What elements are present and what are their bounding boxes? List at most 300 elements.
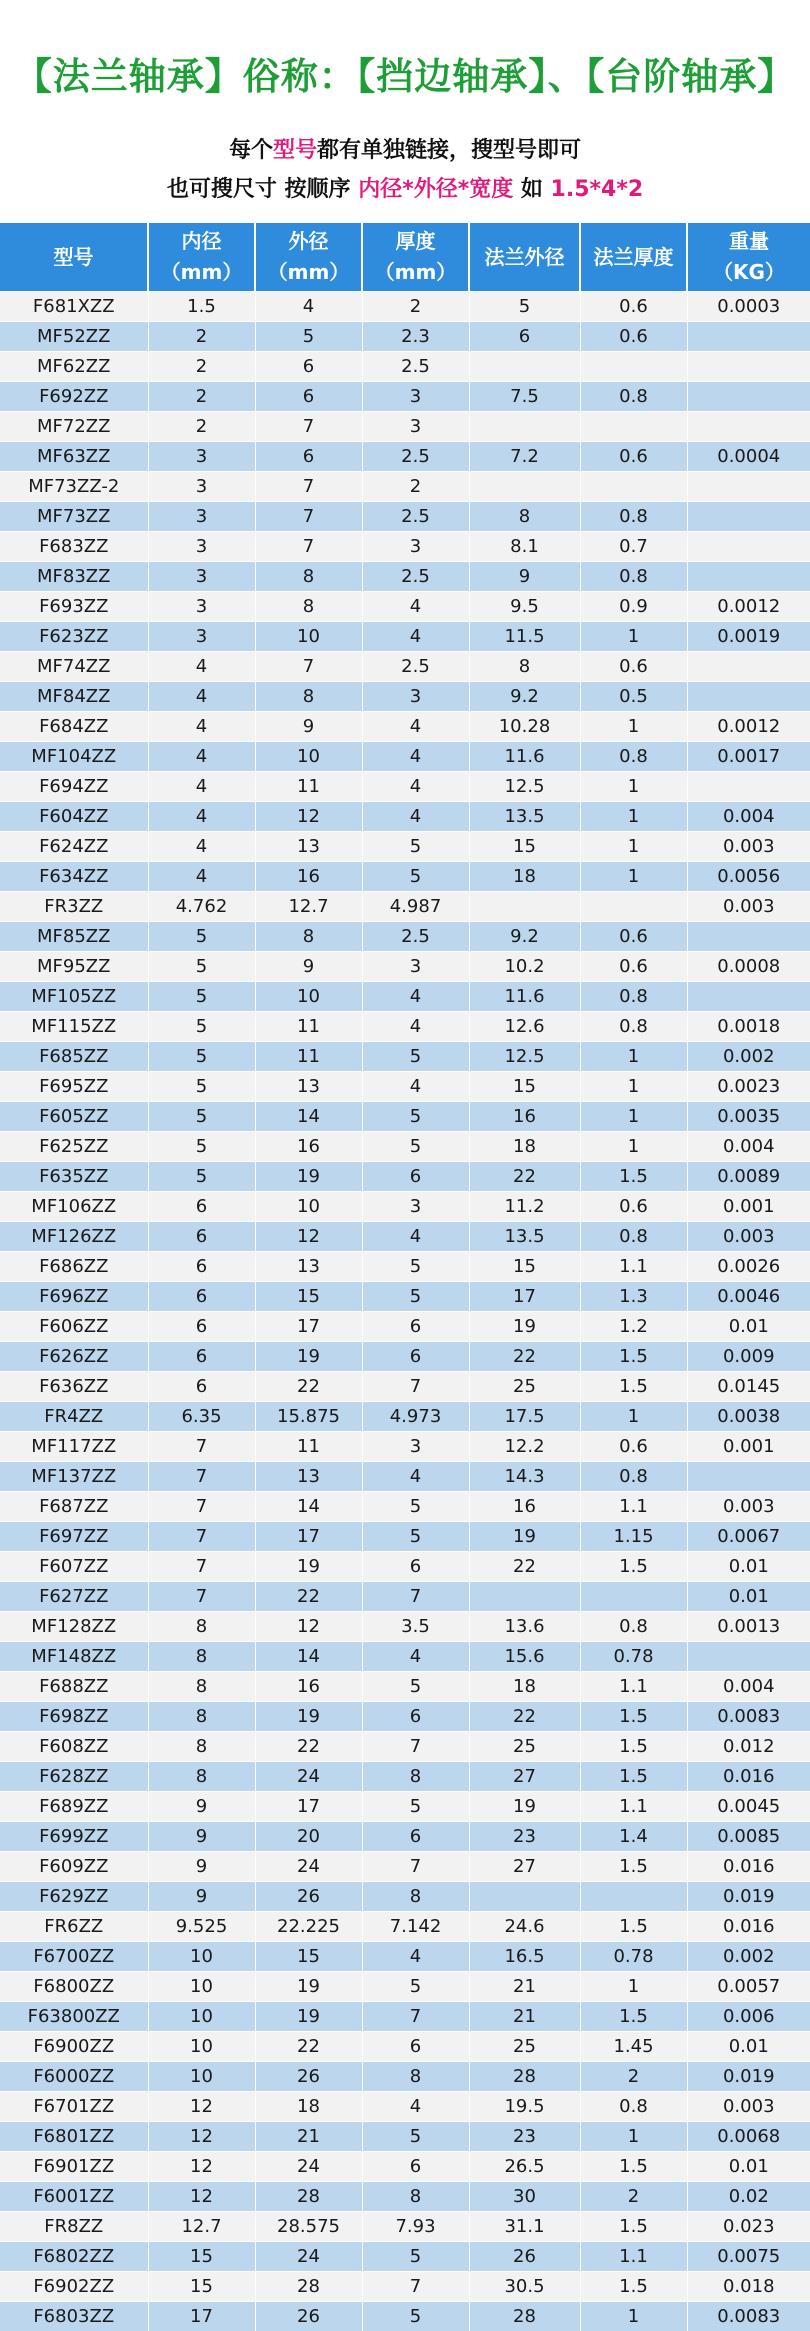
cell-weight: 0.0026 [687,1252,810,1282]
cell-model: MF83ZZ [0,562,148,592]
cell-model: FR8ZZ [0,2212,148,2242]
cell-flange-thickness: 0.6 [580,322,687,352]
cell-outer-diameter: 26 [255,1882,362,1912]
cell-weight [687,922,810,952]
cell-flange-od: 17.5 [469,1402,580,1432]
cell-thickness: 2.5 [362,442,469,472]
cell-weight [687,982,810,1012]
cell-flange-thickness: 1.5 [580,1552,687,1582]
cell-model: F6700ZZ [0,1942,148,1972]
table-row [0,1282,810,1312]
cell-flange-thickness: 0.8 [580,502,687,532]
cell-model: F6803ZZ [0,2302,148,2331]
cell-inner-diameter: 9 [148,1852,255,1882]
cell-outer-diameter: 19 [255,1162,362,1192]
cell-inner-diameter: 8 [148,1672,255,1702]
table-row [0,1012,810,1042]
hint-highlight-example: 1.5*4*2 [551,177,644,202]
cell-outer-diameter: 15.875 [255,1402,362,1432]
cell-flange-od: 30 [469,2182,580,2212]
cell-flange-thickness [580,412,687,442]
cell-weight: 0.0046 [687,1282,810,1312]
cell-outer-diameter: 24 [255,1762,362,1792]
cell-outer-diameter: 22.225 [255,1912,362,1942]
cell-flange-thickness: 1.1 [580,1252,687,1282]
cell-flange-thickness: 0.6 [580,1192,687,1222]
cell-flange-od: 15.6 [469,1642,580,1672]
cell-inner-diameter: 4 [148,802,255,832]
table-row [0,1492,810,1522]
cell-inner-diameter: 3 [148,502,255,532]
cell-flange-od: 7.5 [469,382,580,412]
cell-inner-diameter: 12 [148,2182,255,2212]
table-row [0,1042,810,1072]
cell-weight [687,772,810,802]
table-row [0,1912,810,1942]
cell-flange-thickness: 0.6 [580,952,687,982]
table-row [0,1822,810,1852]
column-header-unit: （mm） [149,257,254,288]
cell-flange-od: 11.2 [469,1192,580,1222]
cell-flange-od: 9.5 [469,592,580,622]
cell-inner-diameter: 7 [148,1582,255,1612]
cell-thickness: 4 [362,1942,469,1972]
cell-inner-diameter: 8 [148,1762,255,1792]
cell-flange-od: 18 [469,862,580,892]
cell-inner-diameter: 8 [148,1612,255,1642]
cell-inner-diameter: 9 [148,1822,255,1852]
cell-inner-diameter: 6 [148,1312,255,1342]
cell-flange-od: 25 [469,2032,580,2062]
cell-outer-diameter: 16 [255,862,362,892]
column-header [362,223,469,292]
column-header-unit: （mm） [256,257,361,288]
cell-flange-od: 21 [469,2002,580,2032]
cell-model: MF84ZZ [0,682,148,712]
table-row [0,712,810,742]
cell-flange-od: 28 [469,2062,580,2092]
search-hint-line-2 [0,172,810,203]
cell-flange-od: 18 [469,1672,580,1702]
cell-flange-od: 25 [469,1372,580,1402]
cell-thickness: 6 [362,1822,469,1852]
cell-thickness: 5 [362,1792,469,1822]
cell-weight: 0.0038 [687,1402,810,1432]
cell-inner-diameter: 3 [148,442,255,472]
cell-thickness: 3 [362,412,469,442]
cell-thickness: 7 [362,2272,469,2302]
cell-outer-diameter: 22 [255,2032,362,2062]
cell-outer-diameter: 10 [255,982,362,1012]
cell-inner-diameter: 5 [148,982,255,1012]
cell-inner-diameter: 10 [148,2002,255,2032]
table-row [0,562,810,592]
cell-outer-diameter: 8 [255,682,362,712]
cell-flange-od: 15 [469,1252,580,1282]
cell-thickness: 6 [362,1162,469,1192]
cell-flange-thickness: 1.1 [580,1792,687,1822]
cell-model: F624ZZ [0,832,148,862]
cell-flange-thickness: 1 [580,802,687,832]
cell-flange-thickness: 2 [580,2062,687,2092]
cell-weight: 0.0018 [687,1012,810,1042]
cell-model: FR3ZZ [0,892,148,922]
cell-thickness: 4 [362,1012,469,1042]
cell-model: F629ZZ [0,1882,148,1912]
table-row [0,1102,810,1132]
cell-thickness: 4 [362,802,469,832]
cell-flange-od: 8.1 [469,532,580,562]
table-row [0,862,810,892]
column-header [580,223,687,292]
cell-weight: 0.009 [687,1342,810,1372]
table-row [0,322,810,352]
cell-flange-od: 12.5 [469,772,580,802]
cell-model: F6001ZZ [0,2182,148,2212]
table-row [0,502,810,532]
cell-outer-diameter: 15 [255,1942,362,1972]
cell-thickness: 4 [362,1462,469,1492]
cell-weight: 0.0004 [687,442,810,472]
cell-model: MF128ZZ [0,1612,148,1642]
cell-outer-diameter: 7 [255,472,362,502]
cell-inner-diameter: 4 [148,832,255,862]
cell-thickness: 7 [362,1582,469,1612]
cell-thickness: 2.3 [362,322,469,352]
cell-inner-diameter: 6 [148,1252,255,1282]
column-header-label: 重量 [688,226,810,257]
cell-inner-diameter: 12 [148,2122,255,2152]
cell-outer-diameter: 15 [255,1282,362,1312]
cell-flange-thickness: 1.5 [580,2212,687,2242]
cell-flange-thickness: 0.8 [580,1612,687,1642]
cell-flange-thickness: 1.3 [580,1282,687,1312]
cell-inner-diameter: 8 [148,1642,255,1672]
cell-weight [687,1462,810,1492]
cell-flange-thickness: 1.2 [580,1312,687,1342]
table-row [0,382,810,412]
cell-flange-od: 22 [469,1702,580,1732]
table-row [0,472,810,502]
cell-inner-diameter: 6 [148,1222,255,1252]
cell-inner-diameter: 3 [148,592,255,622]
cell-outer-diameter: 24 [255,2152,362,2182]
cell-inner-diameter: 7 [148,1462,255,1492]
cell-weight: 0.0045 [687,1792,810,1822]
cell-flange-thickness: 1.15 [580,1522,687,1552]
cell-inner-diameter: 3 [148,472,255,502]
table-row [0,412,810,442]
cell-flange-od: 12.6 [469,1012,580,1042]
cell-outer-diameter: 7 [255,652,362,682]
hint-text: 每个 [229,138,273,163]
table-row [0,922,810,952]
column-header-label: 型号 [0,242,147,273]
cell-outer-diameter: 24 [255,2242,362,2272]
cell-outer-diameter: 4 [255,292,362,322]
cell-flange-thickness: 0.78 [580,1642,687,1672]
cell-inner-diameter: 6.35 [148,1402,255,1432]
cell-flange-thickness: 0.8 [580,562,687,592]
cell-model: F687ZZ [0,1492,148,1522]
cell-flange-od: 9 [469,562,580,592]
cell-inner-diameter: 5 [148,1012,255,1042]
cell-flange-od: 8 [469,502,580,532]
cell-flange-thickness: 0.7 [580,532,687,562]
cell-flange-od: 12.5 [469,1042,580,1072]
cell-outer-diameter: 14 [255,1642,362,1672]
cell-flange-thickness: 1 [580,2302,687,2331]
cell-thickness: 3.5 [362,1612,469,1642]
cell-thickness: 5 [362,1282,469,1312]
table-row [0,1522,810,1552]
cell-thickness: 4 [362,1072,469,1102]
cell-thickness: 3 [362,1432,469,1462]
table-row [0,1372,810,1402]
cell-model: F6800ZZ [0,1972,148,2002]
cell-thickness: 6 [362,1552,469,1582]
table-row [0,1402,810,1432]
cell-model: F697ZZ [0,1522,148,1552]
cell-weight: 0.01 [687,1312,810,1342]
cell-outer-diameter: 22 [255,1372,362,1402]
cell-inner-diameter: 3 [148,622,255,652]
cell-weight: 0.0012 [687,592,810,622]
cell-outer-diameter: 11 [255,1012,362,1042]
cell-flange-od: 22 [469,1342,580,1372]
cell-model: MF63ZZ [0,442,148,472]
cell-model: F6901ZZ [0,2152,148,2182]
cell-inner-diameter: 3 [148,562,255,592]
cell-flange-thickness: 2 [580,2182,687,2212]
cell-model: F693ZZ [0,592,148,622]
cell-model: F6802ZZ [0,2242,148,2272]
cell-model: F627ZZ [0,1582,148,1612]
table-row [0,1882,810,1912]
cell-model: MF106ZZ [0,1192,148,1222]
cell-inner-diameter: 6 [148,1372,255,1402]
cell-weight: 0.0012 [687,712,810,742]
cell-flange-thickness: 1 [580,1042,687,1072]
cell-flange-thickness [580,352,687,382]
cell-weight [687,562,810,592]
cell-outer-diameter: 13 [255,1462,362,1492]
cell-flange-thickness: 1 [580,862,687,892]
cell-flange-thickness: 1.1 [580,2242,687,2272]
cell-weight: 0.001 [687,1192,810,1222]
cell-model: MF148ZZ [0,1642,148,1672]
cell-flange-thickness [580,1882,687,1912]
cell-model: F6801ZZ [0,2122,148,2152]
cell-model: F699ZZ [0,1822,148,1852]
cell-flange-od: 6 [469,322,580,352]
cell-outer-diameter: 17 [255,1792,362,1822]
cell-weight: 0.003 [687,832,810,862]
search-hint-line-1 [0,133,810,164]
cell-thickness: 7 [362,1372,469,1402]
cell-outer-diameter: 20 [255,1822,362,1852]
cell-flange-thickness: 1.5 [580,1372,687,1402]
cell-flange-thickness: 0.78 [580,1942,687,1972]
cell-thickness: 4 [362,742,469,772]
cell-weight: 0.01 [687,1582,810,1612]
cell-outer-diameter: 7 [255,532,362,562]
cell-flange-od: 11.6 [469,742,580,772]
cell-flange-thickness: 1.5 [580,2272,687,2302]
cell-thickness: 5 [362,1042,469,1072]
cell-weight: 0.0056 [687,862,810,892]
cell-flange-thickness: 1 [580,832,687,862]
cell-model: FR6ZZ [0,1912,148,1942]
cell-model: F6701ZZ [0,2092,148,2122]
cell-outer-diameter: 6 [255,352,362,382]
cell-thickness: 2.5 [362,562,469,592]
cell-flange-od: 19.5 [469,2092,580,2122]
cell-weight [687,382,810,412]
cell-inner-diameter: 9 [148,1882,255,1912]
table-row [0,1192,810,1222]
cell-weight: 0.0083 [687,2302,810,2331]
cell-flange-thickness: 0.5 [580,682,687,712]
cell-flange-od: 13.5 [469,802,580,832]
cell-inner-diameter: 4 [148,862,255,892]
cell-weight: 0.0083 [687,1702,810,1732]
cell-model: F686ZZ [0,1252,148,1282]
table-row [0,1222,810,1252]
cell-outer-diameter: 6 [255,382,362,412]
cell-flange-thickness: 0.6 [580,442,687,472]
table-row [0,772,810,802]
cell-outer-diameter: 8 [255,922,362,952]
cell-model: F694ZZ [0,772,148,802]
table-row [0,1072,810,1102]
cell-weight [687,472,810,502]
cell-model: F692ZZ [0,382,148,412]
cell-outer-diameter: 9 [255,712,362,742]
cell-outer-diameter: 21 [255,2122,362,2152]
cell-weight: 0.0075 [687,2242,810,2272]
cell-model: F607ZZ [0,1552,148,1582]
cell-flange-thickness: 1.5 [580,1852,687,1882]
cell-flange-thickness: 1.5 [580,2002,687,2032]
cell-model: F623ZZ [0,622,148,652]
cell-inner-diameter: 12 [148,2092,255,2122]
cell-flange-thickness: 1.5 [580,1162,687,1192]
cell-weight: 0.001 [687,1432,810,1462]
cell-weight: 0.002 [687,1942,810,1972]
cell-inner-diameter: 3 [148,532,255,562]
cell-inner-diameter: 12.7 [148,2212,255,2242]
cell-flange-thickness: 0.8 [580,1222,687,1252]
table-row [0,832,810,862]
cell-weight: 0.0023 [687,1072,810,1102]
cell-outer-diameter: 22 [255,1582,362,1612]
cell-outer-diameter: 19 [255,1552,362,1582]
cell-flange-thickness: 0.8 [580,742,687,772]
cell-inner-diameter: 5 [148,1072,255,1102]
cell-thickness: 6 [362,1702,469,1732]
cell-flange-od [469,892,580,922]
cell-thickness: 5 [362,1102,469,1132]
cell-inner-diameter: 4 [148,682,255,712]
cell-inner-diameter: 5 [148,1042,255,1072]
cell-thickness: 4 [362,982,469,1012]
cell-flange-od: 16 [469,1102,580,1132]
cell-model: F6000ZZ [0,2062,148,2092]
cell-outer-diameter: 14 [255,1102,362,1132]
cell-inner-diameter: 10 [148,1972,255,2002]
cell-inner-diameter: 2 [148,322,255,352]
cell-outer-diameter: 22 [255,1732,362,1762]
table-row [0,1852,810,1882]
cell-flange-od: 25 [469,1732,580,1762]
cell-outer-diameter: 17 [255,1522,362,1552]
cell-inner-diameter: 5 [148,1102,255,1132]
cell-weight [687,322,810,352]
cell-weight: 0.003 [687,1492,810,1522]
cell-flange-thickness: 1 [580,1972,687,2002]
cell-weight: 0.018 [687,2272,810,2302]
table-row [0,1942,810,1972]
cell-thickness: 5 [362,1252,469,1282]
table-row [0,1432,810,1462]
table-row [0,1612,810,1642]
table-row [0,1162,810,1192]
cell-thickness: 6 [362,2152,469,2182]
cell-weight: 0.01 [687,2152,810,2182]
cell-inner-diameter: 4 [148,652,255,682]
cell-thickness: 5 [362,1492,469,1522]
cell-flange-od: 19 [469,1522,580,1552]
cell-outer-diameter: 12 [255,1612,362,1642]
cell-weight: 0.0003 [687,292,810,322]
cell-thickness: 2.5 [362,652,469,682]
cell-weight: 0.02 [687,2182,810,2212]
cell-thickness: 4.987 [362,892,469,922]
cell-outer-diameter: 26 [255,2302,362,2331]
cell-flange-thickness: 0.6 [580,922,687,952]
cell-inner-diameter: 7 [148,1492,255,1522]
cell-model: MF74ZZ [0,652,148,682]
cell-thickness: 4 [362,2092,469,2122]
cell-model: F625ZZ [0,1132,148,1162]
cell-weight: 0.01 [687,1552,810,1582]
cell-model: F6900ZZ [0,2032,148,2062]
cell-model: F63800ZZ [0,2002,148,2032]
cell-outer-diameter: 11 [255,1042,362,1072]
column-header-label: 法兰厚度 [581,242,686,273]
cell-flange-thickness: 0.8 [580,1462,687,1492]
cell-inner-diameter: 1.5 [148,292,255,322]
cell-thickness: 4 [362,1642,469,1672]
cell-thickness: 6 [362,1342,469,1372]
cell-flange-thickness: 0.8 [580,1012,687,1042]
cell-outer-diameter: 26 [255,2062,362,2092]
table-row [0,1132,810,1162]
cell-flange-od: 22 [469,1162,580,1192]
column-header [469,223,580,292]
cell-flange-od: 10.2 [469,952,580,982]
cell-outer-diameter: 19 [255,1972,362,2002]
table-row [0,652,810,682]
cell-weight: 0.004 [687,1132,810,1162]
cell-inner-diameter: 7 [148,1522,255,1552]
cell-weight [687,412,810,442]
column-header-label: 内径 [149,226,254,257]
bearing-spec-table [0,223,810,2331]
cell-flange-thickness: 1.45 [580,2032,687,2062]
cell-weight: 0.019 [687,1882,810,1912]
